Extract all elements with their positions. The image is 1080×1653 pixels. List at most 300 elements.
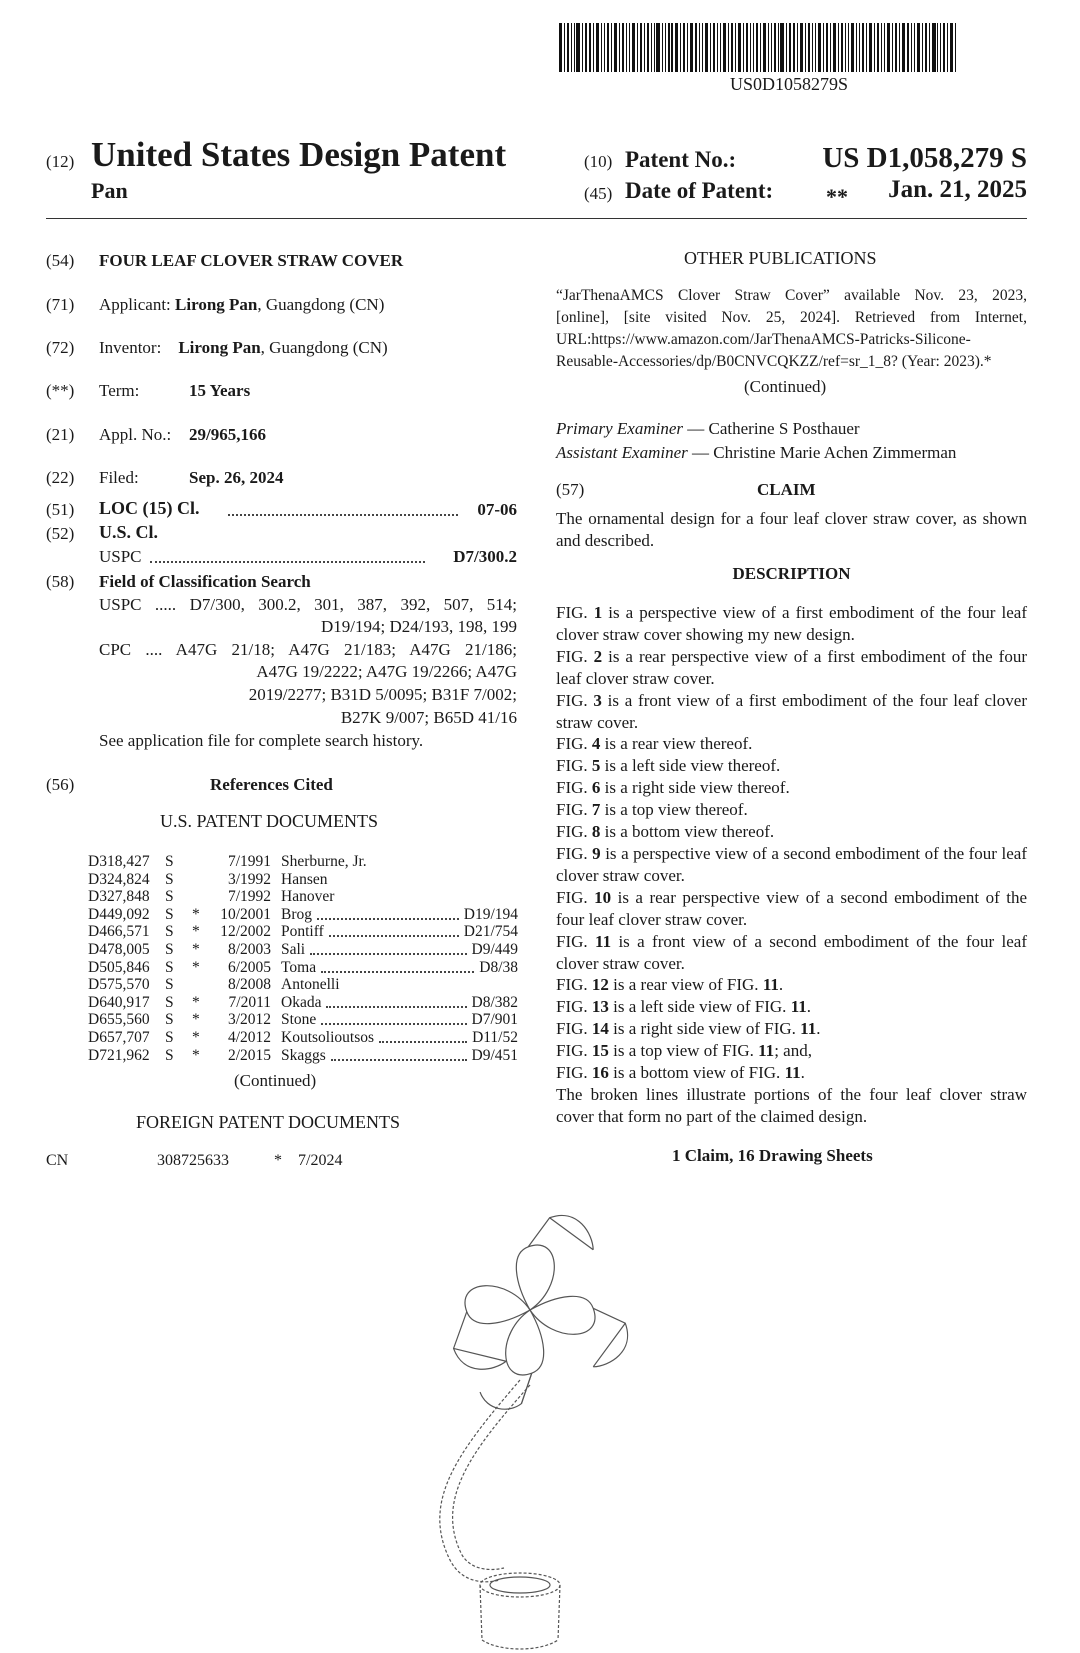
ref-name: Hanover bbox=[281, 888, 335, 906]
ref-number: D655,560 bbox=[88, 1011, 150, 1029]
search-note: See application file for complete search history. bbox=[99, 731, 424, 750]
figure-description bbox=[556, 887, 1027, 931]
figure-description bbox=[556, 843, 1027, 887]
ref-class: D9/451 bbox=[471, 1046, 518, 1064]
fig-prefix: FIG. bbox=[556, 975, 592, 995]
claim-text: The ornamental design for a four leaf clover straw cover, as shown and described. bbox=[556, 509, 1027, 550]
reference-row bbox=[88, 941, 518, 959]
applicant-location: , Guangdong (CN) bbox=[257, 295, 385, 314]
date-mark: ** bbox=[826, 184, 848, 209]
ref-name: Brog bbox=[281, 905, 312, 923]
fig-number: 12 bbox=[591, 975, 609, 995]
barcode-bar bbox=[907, 23, 909, 72]
barcode-bar bbox=[851, 23, 854, 72]
fig-text: is a top view of FIG. bbox=[608, 1041, 759, 1061]
barcode-bar bbox=[647, 23, 649, 72]
inventor-name: Lirong Pan bbox=[178, 338, 261, 357]
fig-text: is a bottom view of FIG. bbox=[608, 1063, 785, 1083]
barcode-bar bbox=[731, 23, 733, 72]
reference-row bbox=[88, 888, 518, 906]
label: Applicant: bbox=[99, 295, 171, 314]
publication-line: URL:https://www.amazon.com/JarThenaAMCS-Patricks-Silicone- bbox=[556, 331, 971, 348]
fig-prefix: FIG. bbox=[556, 603, 594, 622]
fig-text: is a front view of a second embodiment of the four leaf clover straw cover. bbox=[556, 931, 1027, 973]
code-10: (10) bbox=[584, 152, 613, 171]
code-term: (**) bbox=[46, 381, 75, 400]
barcode-bar bbox=[899, 23, 900, 72]
figure-description bbox=[556, 974, 1027, 996]
barcode-bar bbox=[917, 23, 920, 72]
reference-row bbox=[88, 959, 518, 977]
barcode-bar bbox=[640, 23, 642, 72]
ref-class: D9/449 bbox=[471, 941, 518, 958]
ref-name-cell bbox=[281, 923, 518, 941]
fig-prefix: FIG. bbox=[556, 822, 592, 842]
foreign-star: * bbox=[274, 1152, 282, 1169]
fig-number: 8 bbox=[591, 822, 601, 842]
barcode-bar bbox=[826, 23, 828, 72]
fig-prefix: FIG. bbox=[556, 931, 596, 951]
filed-label: Filed: bbox=[99, 468, 139, 487]
barcode-bar bbox=[771, 23, 772, 72]
ref-date: 3/2012 bbox=[227, 1011, 271, 1029]
ref-star: * bbox=[192, 1029, 200, 1046]
barcode-bar bbox=[717, 23, 718, 72]
figure-description bbox=[556, 1040, 1027, 1062]
barcode-bar bbox=[859, 23, 860, 72]
barcode-bar bbox=[622, 23, 624, 72]
barcode-bar bbox=[750, 23, 751, 72]
uspc-value: D7/300.2 bbox=[453, 547, 517, 566]
leader-line bbox=[321, 971, 474, 973]
ref-date: 4/2012 bbox=[227, 1029, 271, 1046]
barcode bbox=[559, 23, 1029, 72]
fig-number: 9 bbox=[592, 843, 601, 863]
claim-and-description bbox=[556, 508, 1027, 1166]
ref-name-cell bbox=[281, 853, 518, 871]
barcode-bar bbox=[812, 23, 813, 72]
ref-kind: S bbox=[165, 853, 174, 870]
fig-number: 1 bbox=[593, 603, 603, 622]
barcode-bar bbox=[877, 23, 879, 72]
barcode-bar bbox=[830, 23, 831, 72]
ref-name: Hansen bbox=[281, 870, 328, 888]
barcode-bar bbox=[710, 23, 711, 72]
barcode-bar bbox=[699, 23, 700, 72]
primary-examiner-name: — Catherine S Posthauer bbox=[683, 419, 860, 438]
barcode-bar bbox=[756, 23, 758, 72]
ref-class: D7/901 bbox=[471, 1011, 518, 1029]
code-21: (21) bbox=[46, 425, 75, 444]
field-search-label: Field of Classification Search bbox=[99, 572, 311, 591]
barcode-bar bbox=[950, 23, 953, 72]
barcode-bar bbox=[902, 23, 905, 72]
barcode-bar bbox=[848, 23, 849, 72]
barcode-bar bbox=[869, 23, 872, 72]
fig-prefix: FIG. bbox=[556, 734, 592, 754]
ref-number: D721,962 bbox=[88, 1046, 150, 1064]
barcode-bar bbox=[932, 23, 935, 72]
publication-line: [online], [site visited Nov. 25, 2024]. Retrieved from Internet, bbox=[556, 309, 1027, 326]
barcode-bar bbox=[687, 23, 688, 72]
ref-number: D640,917 bbox=[88, 993, 150, 1011]
figure-descriptions bbox=[556, 602, 1027, 1128]
ref-star: * bbox=[192, 993, 200, 1011]
leader-line bbox=[317, 918, 459, 920]
ref-name-cell bbox=[281, 959, 518, 977]
barcode-bar bbox=[874, 23, 875, 72]
barcode-bar bbox=[746, 23, 748, 72]
foreign-number: 308725633 bbox=[157, 1152, 229, 1169]
figure-description bbox=[556, 821, 1027, 843]
ref-name-cell bbox=[281, 1029, 518, 1047]
reference-row bbox=[88, 923, 518, 941]
applicant-name: Lirong Pan bbox=[175, 295, 258, 314]
barcode-bar bbox=[571, 23, 572, 72]
barcode-bar bbox=[929, 23, 930, 72]
us-patent-docs-heading: U.S. PATENT DOCUMENTS bbox=[160, 811, 379, 831]
ref-name-cell bbox=[281, 941, 518, 959]
ref-class: D19/194 bbox=[463, 905, 518, 923]
fig-post: . bbox=[800, 1063, 805, 1083]
design-title: FOUR LEAF CLOVER STRAW COVER bbox=[99, 251, 404, 270]
code-54: (54) bbox=[46, 251, 75, 270]
fig-text: is a rear perspective view of a first embodiment of the four leaf clover straw cover. bbox=[556, 646, 1027, 688]
figure-description bbox=[556, 1084, 1027, 1128]
barcode-bar bbox=[593, 23, 594, 72]
fig-text: is a front view of a first embodiment of the four leaf clover straw cover. bbox=[556, 690, 1027, 732]
barcode-bar bbox=[884, 23, 885, 72]
label: Assistant Examiner bbox=[556, 443, 688, 462]
ref-number: D449,092 bbox=[88, 905, 150, 923]
ref-number: D478,005 bbox=[88, 941, 150, 958]
code-57: (57) bbox=[556, 480, 585, 499]
ref-date: 8/2003 bbox=[227, 941, 271, 958]
references-heading: References Cited bbox=[210, 775, 333, 794]
ref-star: * bbox=[192, 941, 200, 958]
figure-description bbox=[556, 799, 1027, 821]
ref-name: Toma bbox=[281, 958, 317, 976]
ref-date: 7/1991 bbox=[227, 853, 271, 870]
ref-name-cell bbox=[281, 888, 518, 906]
ref-name-cell bbox=[281, 1011, 518, 1029]
ref-name: Antonelli bbox=[281, 976, 340, 994]
fig-text: is a bottom view thereof. bbox=[600, 822, 775, 842]
barcode-bar bbox=[925, 23, 927, 72]
patent-no-label: Patent No.: bbox=[625, 147, 737, 172]
barcode-bar bbox=[665, 23, 666, 72]
barcode-bar bbox=[702, 23, 703, 72]
assistant-examiner bbox=[556, 443, 956, 463]
primary-examiner bbox=[556, 419, 860, 439]
header-rule bbox=[46, 218, 1027, 219]
reference-row bbox=[88, 871, 518, 889]
fig-text: is a rear view thereof. bbox=[600, 734, 753, 754]
ref-number: D657,707 bbox=[88, 1029, 150, 1046]
loc-value: 07-06 bbox=[477, 500, 517, 519]
ref-name: Stone bbox=[281, 1011, 317, 1029]
ref-class: D21/754 bbox=[463, 923, 518, 941]
fig-text: is a right side view thereof. bbox=[600, 778, 790, 798]
barcode-bar bbox=[705, 23, 708, 72]
ref-kind: S bbox=[165, 870, 174, 888]
continued-note: (Continued) bbox=[744, 377, 827, 396]
barcode-bar bbox=[735, 23, 736, 72]
foreign-country: CN bbox=[46, 1152, 69, 1169]
barcode-bar bbox=[644, 23, 645, 72]
ref-kind: S bbox=[165, 905, 174, 923]
barcode-bar bbox=[911, 23, 912, 72]
term-value: 15 Years bbox=[189, 381, 251, 400]
barcode-bar bbox=[881, 23, 882, 72]
leader-line bbox=[331, 1059, 467, 1061]
reference-row bbox=[88, 1029, 518, 1047]
barcode-bar bbox=[601, 23, 602, 72]
claim-heading: CLAIM bbox=[757, 480, 816, 499]
fig-text: is a perspective view of a second embodiment of the four leaf clover straw cover. bbox=[556, 843, 1027, 885]
barcode-bar bbox=[778, 23, 779, 72]
figure-description bbox=[556, 602, 1027, 646]
filed-date: Sep. 26, 2024 bbox=[189, 468, 284, 487]
ref-kind: S bbox=[165, 888, 174, 906]
leader-line bbox=[150, 561, 425, 563]
fig-prefix: FIG. bbox=[556, 1063, 592, 1083]
barcode-number: US0D1058279S bbox=[730, 74, 849, 94]
label: Inventor: bbox=[99, 338, 162, 357]
barcode-bar bbox=[800, 23, 803, 72]
fig-number: 13 bbox=[591, 997, 609, 1017]
fig-prefix: FIG. bbox=[556, 1019, 592, 1039]
description-heading: DESCRIPTION bbox=[732, 564, 851, 583]
barcode-bar bbox=[629, 23, 630, 72]
code-52: (52) bbox=[46, 524, 75, 543]
barcode-bar bbox=[892, 23, 893, 72]
fig-prefix: FIG. bbox=[556, 843, 593, 863]
barcode-bar bbox=[789, 23, 791, 72]
barcode-bar bbox=[838, 23, 839, 72]
code-58: (58) bbox=[46, 572, 75, 591]
ref-kind: S bbox=[165, 993, 174, 1011]
ref-name-cell bbox=[281, 976, 518, 994]
code-12: (12) bbox=[46, 152, 75, 171]
term-label: Term: bbox=[99, 381, 140, 400]
code-71: (71) bbox=[46, 295, 75, 314]
barcode-bar bbox=[786, 23, 787, 72]
fig-ref: 11 bbox=[758, 1041, 775, 1061]
ref-name-cell bbox=[281, 1047, 518, 1065]
barcode-bar bbox=[774, 23, 776, 72]
barcode-bar bbox=[668, 23, 670, 72]
barcode-bar bbox=[862, 23, 864, 72]
search-line: USPC ..... D7/300, 300.2, 301, 387, 392, 507, 514; bbox=[99, 595, 517, 614]
fig-number: 3 bbox=[593, 690, 602, 710]
fig-prefix: FIG. bbox=[556, 887, 595, 907]
barcode-bar bbox=[763, 23, 766, 72]
claims-summary: 1 Claim, 16 Drawing Sheets bbox=[672, 1145, 873, 1165]
ref-star: * bbox=[192, 958, 200, 976]
reference-row bbox=[88, 994, 518, 1012]
reference-row bbox=[88, 906, 518, 924]
fig-text: is a rear view of FIG. bbox=[608, 975, 763, 995]
document-title: United States Design Patent bbox=[91, 135, 507, 174]
ref-date: 7/1992 bbox=[227, 888, 271, 906]
ref-number: D318,427 bbox=[88, 853, 150, 870]
ref-number: D324,824 bbox=[88, 870, 150, 888]
code-51: (51) bbox=[46, 500, 75, 519]
barcode-bar bbox=[808, 23, 810, 72]
search-line: A47G 19/2222; A47G 19/2266; A47G bbox=[256, 662, 517, 681]
loc-label: LOC (15) Cl. bbox=[99, 498, 200, 518]
barcode-bar bbox=[833, 23, 836, 72]
barcode-bar bbox=[614, 23, 617, 72]
code-56: (56) bbox=[46, 775, 75, 794]
applicant bbox=[99, 295, 384, 315]
barcode-bar bbox=[866, 23, 867, 72]
ref-star: * bbox=[192, 1046, 200, 1064]
barcode-bar bbox=[695, 23, 697, 72]
ref-kind: S bbox=[165, 1046, 174, 1064]
ref-kind: S bbox=[165, 1011, 174, 1029]
leader-line bbox=[379, 1041, 467, 1043]
fig-number: 10 bbox=[594, 887, 612, 907]
figure-description bbox=[556, 646, 1027, 690]
ref-star: * bbox=[192, 905, 200, 923]
ref-name-cell bbox=[281, 906, 518, 924]
barcode-bar bbox=[619, 23, 620, 72]
ref-name-cell bbox=[281, 871, 518, 889]
ref-kind: S bbox=[165, 976, 174, 994]
ref-number: D575,570 bbox=[88, 976, 150, 994]
barcode-bar bbox=[743, 23, 744, 72]
ref-date: 3/1992 bbox=[227, 870, 271, 888]
fig-post: . bbox=[816, 1019, 821, 1039]
fig-prefix: FIG. bbox=[556, 800, 592, 820]
barcode-bar bbox=[604, 23, 605, 72]
fig-text: is a left side view thereof. bbox=[600, 756, 781, 776]
figure-description bbox=[556, 1062, 1027, 1084]
barcode-bar bbox=[845, 23, 846, 72]
ref-number: D466,571 bbox=[88, 923, 150, 941]
barcode-bar bbox=[943, 23, 945, 72]
ref-class: D8/382 bbox=[471, 993, 518, 1011]
ref-name-cell bbox=[281, 994, 518, 1012]
fig-ref: 11 bbox=[800, 1019, 817, 1039]
ref-name: Skaggs bbox=[281, 1046, 326, 1064]
publication-line: Reusable-Accessories/dp/B0CNVCQKZZ/ref=sr_1_8? (Year: 2023).* bbox=[556, 353, 992, 370]
fig-number: 4 bbox=[591, 734, 601, 754]
fig-prefix: FIG. bbox=[556, 997, 592, 1017]
barcode-bar bbox=[651, 23, 652, 72]
barcode-bar bbox=[582, 23, 583, 72]
fig-post: . bbox=[806, 997, 811, 1017]
fig-number: 7 bbox=[591, 800, 601, 820]
barcode-bar bbox=[675, 23, 678, 72]
barcode-bar bbox=[607, 23, 609, 72]
fig-number: 2 bbox=[593, 646, 603, 666]
barcode-bar bbox=[937, 23, 938, 72]
barcode-bar bbox=[780, 23, 783, 72]
label: Primary Examiner bbox=[556, 419, 684, 438]
barcode-bar bbox=[856, 23, 857, 72]
code-22: (22) bbox=[46, 468, 75, 487]
ref-name: Pontiff bbox=[281, 923, 324, 941]
fig-text: is a perspective view of a first embodiment of the four leaf clover straw cover showing my new design. bbox=[556, 603, 1027, 644]
fig-prefix: FIG. bbox=[556, 646, 594, 666]
barcode-bar bbox=[823, 23, 824, 72]
foreign-date: 7/2024 bbox=[298, 1152, 343, 1169]
ref-name: Sali bbox=[281, 941, 306, 958]
barcode-bar bbox=[632, 23, 635, 72]
barcode-bar bbox=[768, 23, 769, 72]
barcode-bar bbox=[947, 23, 948, 72]
inventor bbox=[99, 338, 388, 358]
ref-date: 2/2015 bbox=[227, 1046, 271, 1064]
inventor-surname: Pan bbox=[91, 178, 128, 203]
appl-no-label: Appl. No.: bbox=[99, 425, 172, 444]
fig-post: . bbox=[778, 975, 784, 995]
search-line: B27K 9/007; B65D 41/16 bbox=[340, 708, 517, 727]
barcode-bar bbox=[818, 23, 821, 72]
barcode-bar bbox=[589, 23, 591, 72]
barcode-bar bbox=[596, 23, 599, 72]
barcode-bar bbox=[895, 23, 897, 72]
ref-class: D8/38 bbox=[479, 958, 518, 976]
barcode-bar bbox=[760, 23, 761, 72]
fig-number: 6 bbox=[591, 778, 601, 798]
barcode-bar bbox=[656, 23, 659, 72]
barcode-bar bbox=[793, 23, 795, 72]
barcode-bar bbox=[680, 23, 681, 72]
figure-description bbox=[556, 690, 1027, 734]
figure-description bbox=[556, 931, 1027, 975]
fig-prefix: FIG. bbox=[556, 1041, 592, 1061]
leader-line bbox=[228, 514, 458, 516]
search-line: 2019/2277; B31D 5/0095; B31F 7/002; bbox=[248, 685, 517, 704]
barcode-bar bbox=[805, 23, 806, 72]
leader-line bbox=[329, 935, 459, 937]
inventor-location: , Guangdong (CN) bbox=[260, 338, 388, 357]
ref-name: Okada bbox=[281, 993, 322, 1011]
barcode-bar bbox=[683, 23, 685, 72]
figure-description bbox=[556, 1018, 1027, 1040]
ref-number: D505,846 bbox=[88, 958, 150, 976]
fig-number: 5 bbox=[591, 756, 601, 776]
barcode-bar bbox=[713, 23, 715, 72]
uspc-label: USPC bbox=[99, 547, 142, 566]
fig-text: The broken lines illustrate portions of the four leaf clover straw cover that form no part of the claimed design. bbox=[556, 1084, 1027, 1126]
reference-row bbox=[88, 1011, 518, 1029]
barcode-bar bbox=[728, 23, 729, 72]
assistant-examiner-name: — Christine Marie Achen Zimmerman bbox=[687, 443, 957, 462]
fig-ref: 11 bbox=[790, 997, 807, 1017]
ref-kind: S bbox=[165, 958, 174, 976]
date-label: Date of Patent: bbox=[625, 178, 774, 203]
ref-kind: S bbox=[165, 1029, 174, 1046]
barcode-bar bbox=[955, 23, 956, 72]
barcode-bar bbox=[797, 23, 798, 72]
reference-row bbox=[88, 1047, 518, 1065]
ref-star: * bbox=[192, 923, 200, 941]
barcode-bar bbox=[841, 23, 843, 72]
ref-date: 6/2005 bbox=[227, 958, 271, 976]
barcode-bar bbox=[662, 23, 663, 72]
barcode-bar bbox=[887, 23, 890, 72]
barcode-bar bbox=[585, 23, 587, 72]
barcode-bar bbox=[690, 23, 693, 72]
figure-description bbox=[556, 733, 1027, 755]
fig-text: is a right side view of FIG. bbox=[608, 1019, 801, 1039]
fig-post: ; and, bbox=[774, 1041, 812, 1061]
